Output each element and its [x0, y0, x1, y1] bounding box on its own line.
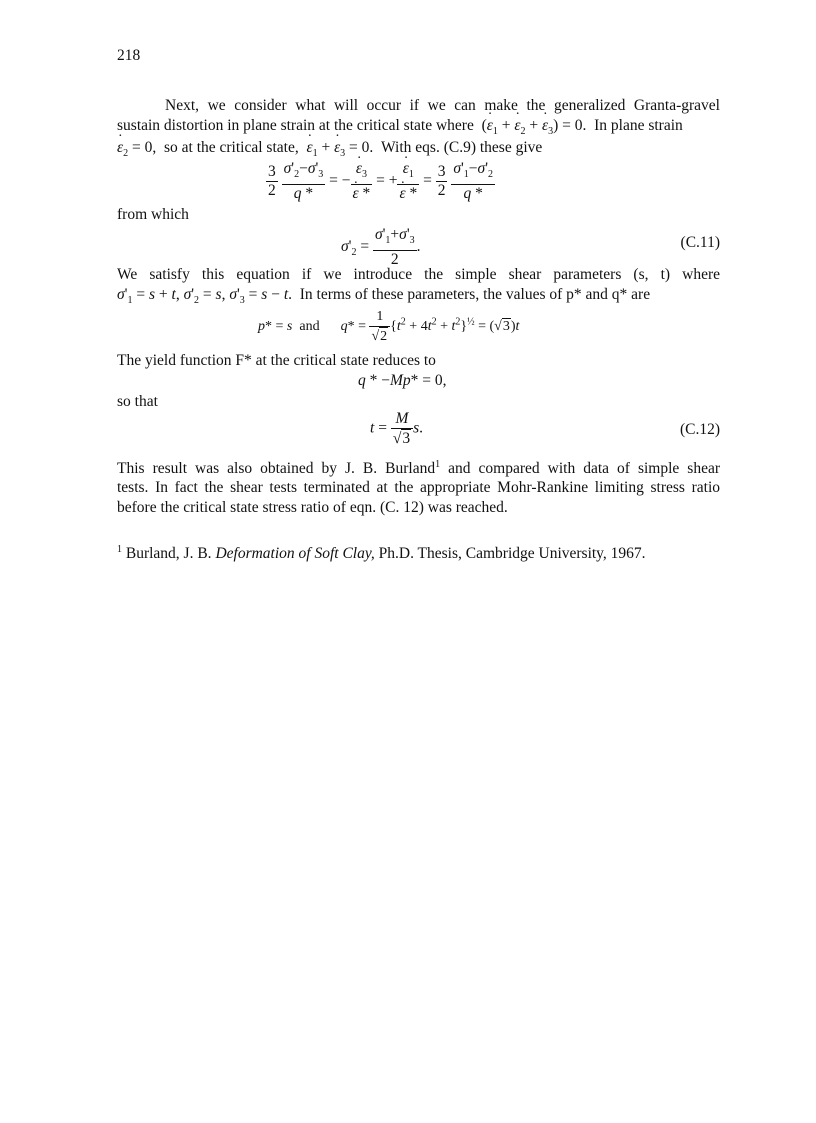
paragraph-1-line-3-text-b: With eqs. (C.9) these give: [381, 139, 543, 156]
equation-yield-critical: q * −Mp* = 0,: [358, 372, 447, 389]
page-number: 218: [117, 47, 141, 64]
and-text: and: [299, 319, 320, 335]
equation-c12-number: (C.12): [679, 421, 720, 438]
footnote-marker: 1: [117, 544, 122, 555]
paragraph-3-line-3: before the critical state stress ratio of eqn. (C. 12) was reached.: [117, 499, 508, 516]
from-which-text: from which: [117, 206, 189, 223]
paragraph-2-line-2: [117, 286, 720, 306]
paragraph-1-line-1: Next, we consider what will occur if we can make the generalized Granta-gravel: [165, 97, 720, 114]
paragraph-3-line-1: [117, 459, 720, 478]
strain-rate-sum-equation: (· $\varepsilon_1$ + · $\varepsilon_2$ + · $\varepsilon_3) = 0$.: [478, 117, 591, 134]
footnote-rest: Ph.D. Thesis, Cambridge University, 1967.: [374, 545, 646, 563]
footnote-ref-1: 1: [435, 459, 441, 470]
equation-c11: $\sigma'_2$ = $\frac{\sigma'_1+\sigma'_3}{2}$ .: [341, 226, 421, 269]
paragraph-1-line-2: [117, 117, 720, 137]
footnote: [117, 544, 720, 563]
paragraph-1-line-2-text-a: sustain distortion in plane strain at the critical state where: [117, 117, 474, 134]
paragraph-2-line-2-text: In terms of these parameters, the values of p* and q* are: [299, 286, 651, 303]
so-that-text: so that: [117, 393, 158, 410]
paragraph-2-line-1: We satisfy this equation if we introduce the simple shear parameters (s, t) where: [117, 266, 720, 283]
paragraph-1-line-2-text-b: In plane strain: [594, 117, 683, 134]
paragraph-3-line-1-text-a: This result was also obtained by J. B. Burland: [117, 460, 436, 478]
equation-stress-ratio: $\frac{3}{2}$ $\frac{\sigma'_2-\sigma'_3}{q *}$ = − · $\varepsilon_3$ · ε * = + · $\varepsilon_1$ · ε * = $\frac{3}{2}$ $\frac{\sigma'_1-\sigma'_2}{q *}$: [266, 160, 495, 203]
footnote-title: Deformation of Soft Clay,: [215, 545, 375, 563]
equation-c12: t = $\frac{M}{√3}$ s.: [370, 410, 423, 447]
strain-rate-1-3-zero: · $\varepsilon_1$ + · $\varepsilon_3 = 0$.: [303, 139, 378, 156]
strain-rate-2-zero: · $\varepsilon_2 = 0$,: [117, 139, 160, 156]
paragraph-1-line-3-text-a: so at the critical state,: [163, 139, 299, 156]
footnote-author: Burland, J. B.: [122, 545, 216, 563]
equation-c11-number: (C.11): [680, 234, 720, 251]
paragraph-1-line-3: [117, 139, 720, 159]
yield-function-text: The yield function F* at the critical state reduces to: [117, 352, 436, 369]
paragraph-3-line-1-text-b: and compared with data of simple shear: [440, 460, 721, 478]
paragraph-3-line-2: tests. In fact the shear tests terminated at the appropriate Mohr-Rankine limiting stress ratio: [117, 479, 720, 496]
shear-parameters-equation: $\sigma'_1 = s + t$, $\sigma'_2 = s$, $\sigma'_3 = s - t$.: [117, 286, 296, 307]
equation-p-q: p* = s and q* = $\frac{1}{√2}$ $\{t^2 + 4t^2 + t^2\}^{\frac{1}{2}} = (√3)t$: [258, 309, 520, 344]
